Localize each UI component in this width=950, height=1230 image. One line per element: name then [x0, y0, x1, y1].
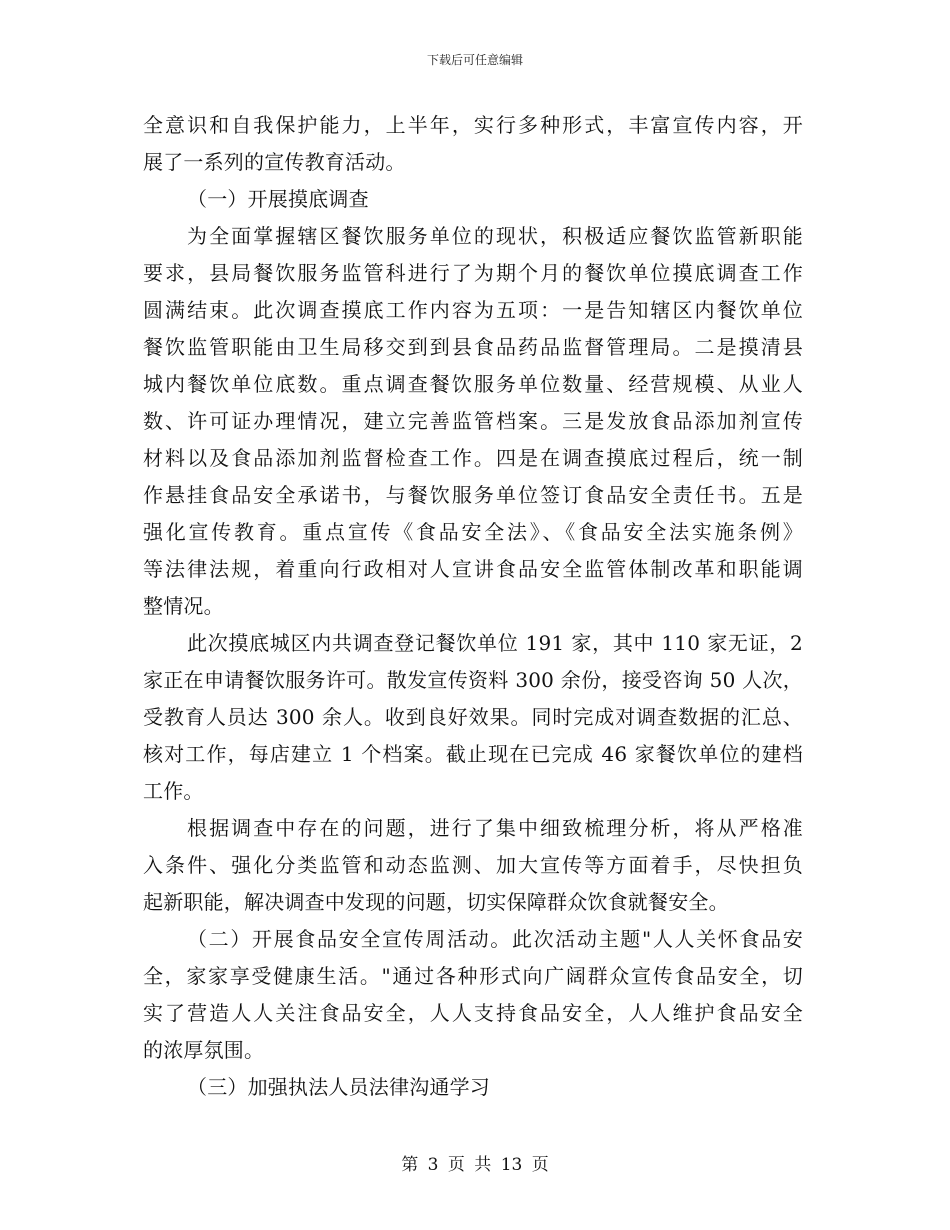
body-line: 实了营造人人关注食品安全，人人支持食品安全，人人维护食品安全 — [143, 1001, 803, 1025]
page-number-footer: 第 3 页 共 13 页 — [401, 1155, 549, 1175]
body-line: 强化宣传教育。重点宣传《食品安全法》、《食品安全法实施条例》 — [143, 520, 803, 544]
body-line: 整情况。 — [143, 594, 224, 618]
body-line: 全，家家享受健康生活。"通过各种形式向广阔群众宣传食品安全，切 — [143, 964, 803, 988]
body-line: 核对工作，每店建立 1 个档案。截止现在已完成 46 家餐饮单位的建档 — [143, 742, 803, 766]
body-line: 此次摸底城区内共调查登记餐饮单位 191 家，其中 110 家无证，2 — [187, 631, 803, 655]
body-line: 为全面掌握辖区餐饮服务单位的现状，积极适应餐饮监管新职能 — [187, 224, 803, 248]
body-line: 圆满结束。此次调查摸底工作内容为五项：一是告知辖区内餐饮单位 — [143, 298, 803, 322]
page-header: 下载后可任意编辑 — [426, 53, 523, 67]
body-line: 家正在申请餐饮服务许可。散发宣传资料 300 余份，接受咨询 50 人次， — [143, 668, 803, 692]
document-body — [143, 107, 803, 1106]
body-line: 根据调查中存在的问题，进行了集中细致梳理分析，将从严格准 — [187, 816, 803, 840]
body-line: 作悬挂食品安全承诺书，与餐饮服务单位签订食品安全责任书。五是 — [143, 483, 803, 507]
body-line: 等法律法规，着重向行政相对人宣讲食品安全监管体制改革和职能调 — [143, 557, 803, 581]
body-line: 材料以及食品添加剂监督检查工作。四是在调查摸底过程后，统一制 — [143, 446, 803, 470]
section-heading: （一）开展摸底调查 — [187, 187, 369, 211]
body-line: 数、许可证办理情况，建立完善监管档案。三是发放食品添加剂宣传 — [143, 409, 803, 433]
body-line: 起新职能，解决调查中发现的问题，切实保障群众饮食就餐安全。 — [143, 890, 729, 914]
body-line: 入条件、强化分类监管和动态监测、加大宣传等方面着手，尽快担负 — [143, 853, 803, 877]
body-line: 受教育人员达 300 余人。收到良好效果。同时完成对调查数据的汇总、 — [143, 705, 803, 729]
body-line: 展了一系列的宣传教育活动。 — [143, 150, 406, 174]
body-line: 的浓厚氛围。 — [143, 1038, 265, 1062]
body-line: 城内餐饮单位底数。重点调查餐饮服务单位数量、经营规模、从业人 — [143, 372, 803, 396]
body-line: 全意识和自我保护能力，上半年，实行多种形式，丰富宣传内容，开 — [143, 113, 803, 137]
section-heading: （三）加强执法人员法律沟通学习 — [187, 1075, 490, 1099]
body-line: 餐饮监管职能由卫生局移交到到县食品药品监督管理局。二是摸清县 — [143, 335, 803, 359]
body-line: 工作。 — [143, 779, 204, 803]
body-line: （二）开展食品安全宣传周活动。此次活动主题"人人关怀食品安 — [187, 927, 803, 951]
body-line: 要求，县局餐饮服务监管科进行了为期个月的餐饮单位摸底调查工作 — [143, 261, 803, 285]
